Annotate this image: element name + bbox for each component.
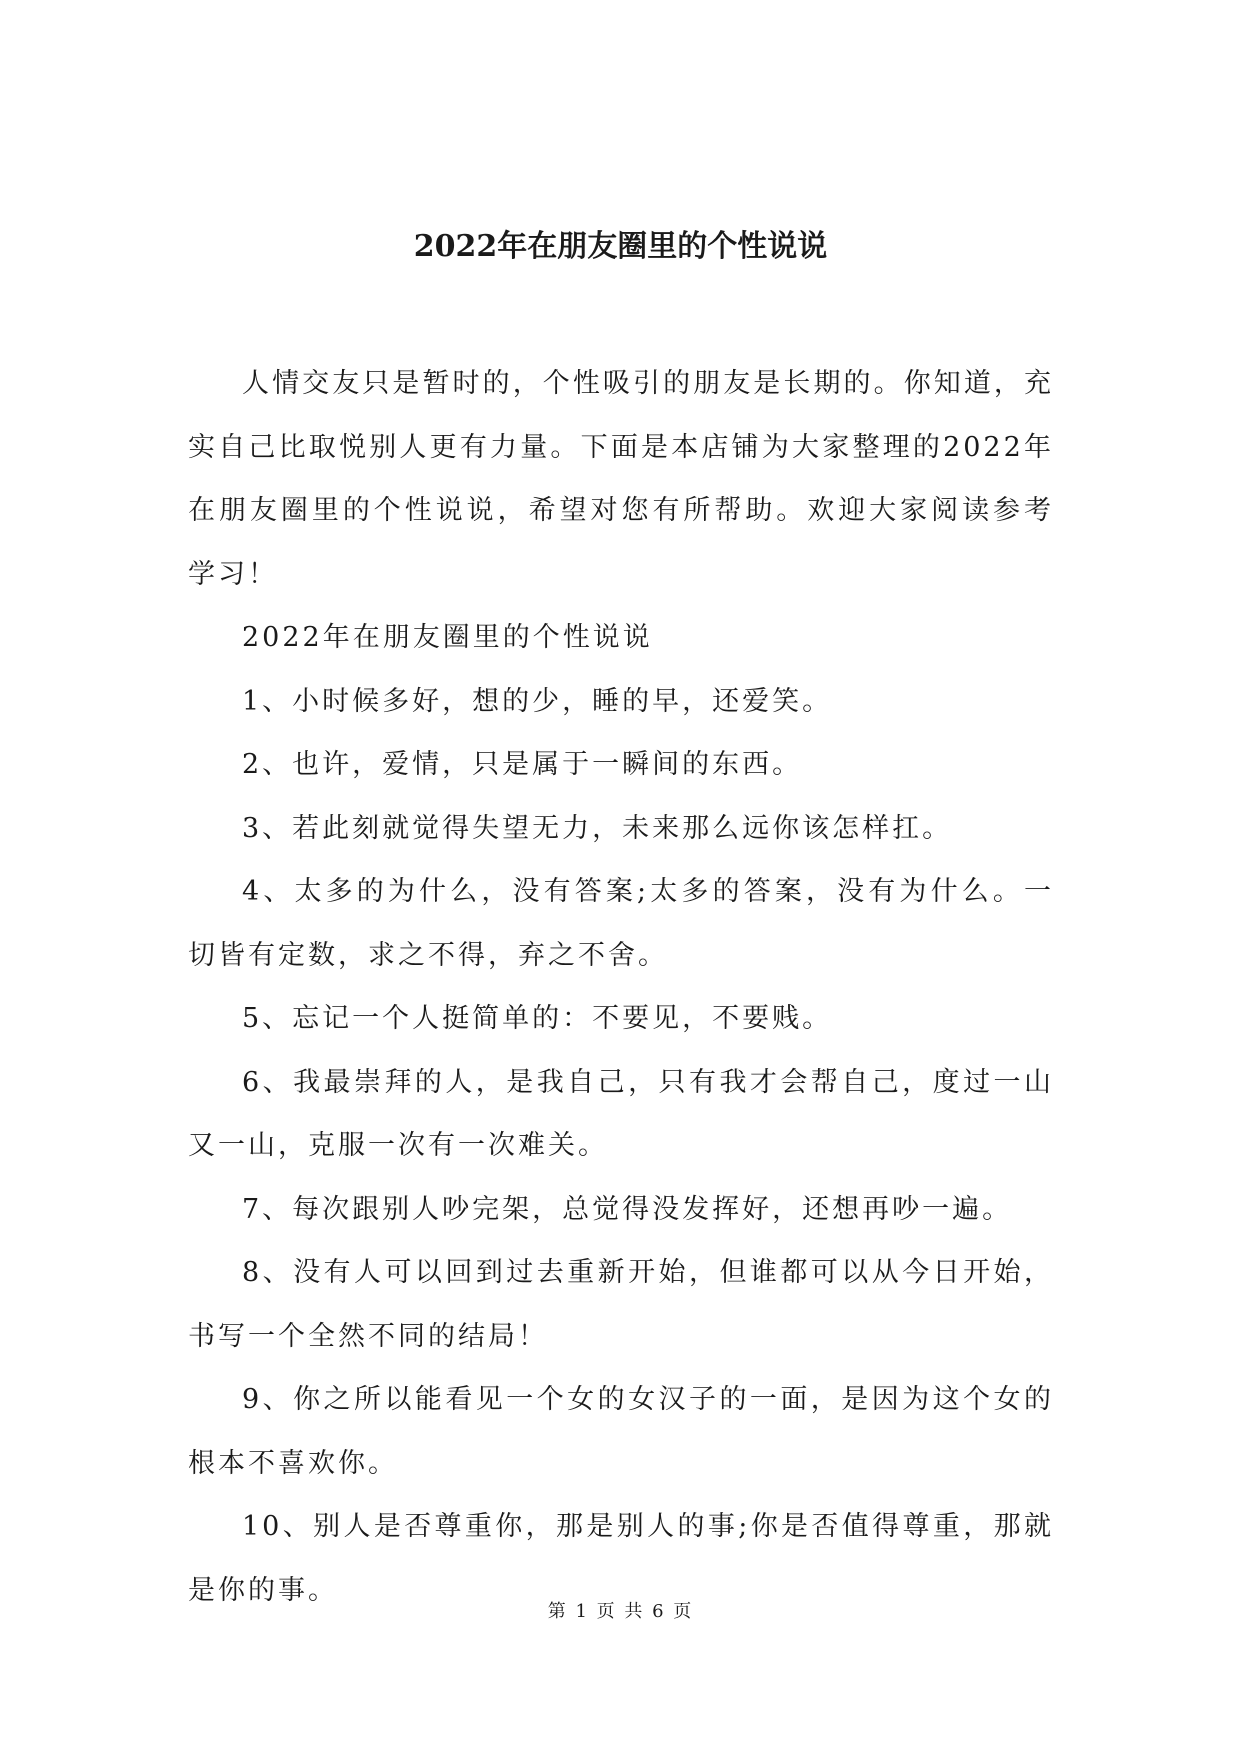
list-item: 10、别人是否尊重你，那是别人的事;你是否值得尊重，那就是你的事。: [188, 1511, 1054, 1606]
list-item: 6、我最崇拜的人，是我自己，只有我才会帮自己，度过一山又一山，克服一次有一次难关。: [188, 1066, 1054, 1161]
list-item: 2、也许，爱情，只是属于一瞬间的东西。: [242, 749, 803, 780]
section-heading: 2022年在朋友圈里的个性说说: [242, 622, 653, 653]
list-item: 1、小时候多好，想的少，睡的早，还爱笑。: [242, 685, 833, 717]
list-item: 9、你之所以能看见一个女的女汉子的一面，是因为这个女的根本不喜欢你。: [188, 1384, 1054, 1479]
list-item: 4、太多的为什么，没有答案;太多的答案，没有为什么。一切皆有定数，求之不得，弃之不舍。: [188, 876, 1054, 971]
list-item: 5、忘记一个人挺简单的：不要见，不要贱。: [242, 1003, 833, 1034]
page-number-footer: 第 1 页 共 6 页: [547, 1601, 694, 1622]
intro-paragraph: 人情交友只是暂时的，个性吸引的朋友是长期的。你知道，充实自己比取悦别人更有力量。下面是本店铺为大家整理的2022年在朋友圈里的个性说说，希望对您有所帮助。欢迎大家阅读参考学习！: [188, 368, 1054, 590]
list-item: 8、没有人可以回到过去重新开始，但谁都可以从今日开始，书写一个全然不同的结局！: [188, 1257, 1054, 1352]
list-item: 7、每次跟别人吵完架，总觉得没发挥好，还想再吵一遍。: [242, 1193, 1013, 1225]
document-body: [188, 352, 1054, 1622]
list-item: 3、若此刻就觉得失望无力，未来那么远你该怎样扛。: [242, 812, 953, 844]
document-title: 2022年在朋友圈里的个性说说: [413, 229, 828, 264]
